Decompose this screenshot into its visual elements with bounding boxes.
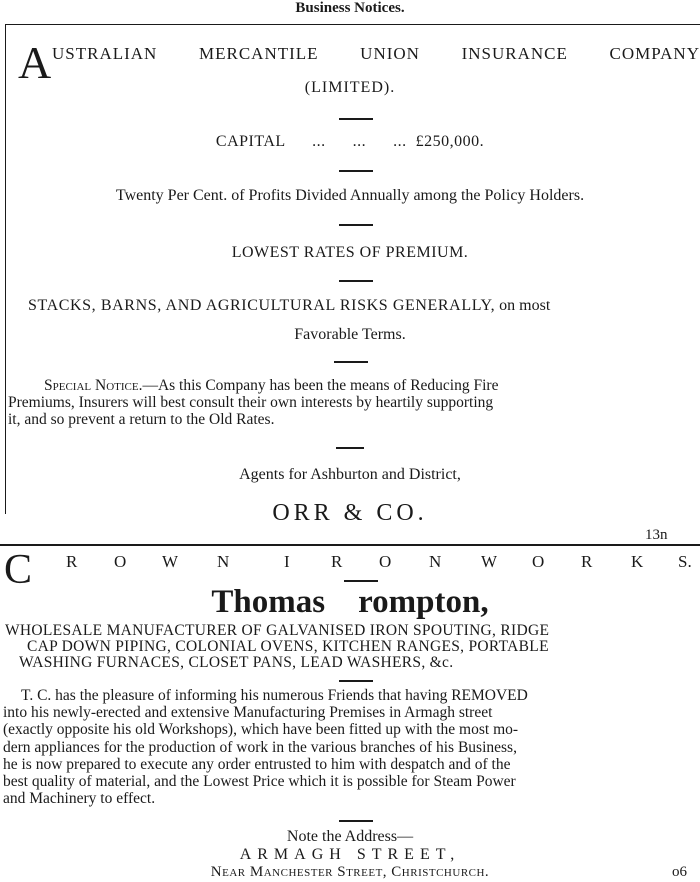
insurance-stacks	[28, 297, 700, 315]
trade-line: CAP DOWN PIPING, COLONIAL OVENS, KITCHEN RANGES, PORTABLE	[27, 638, 549, 655]
heading-letter: K	[631, 552, 644, 571]
trade-line: WASHING FURNACES, CLOSET PANS, LEAD WASHERS, &c.	[19, 654, 454, 671]
divider	[344, 580, 378, 582]
heading-letter: R	[581, 552, 593, 571]
insurance-capital: CAPITAL ... ... ... £250,000.	[215, 133, 485, 150]
insurance-agent-name: ORR & CO.	[272, 500, 428, 526]
notice-line: Premiums, Insurers will best consult their own interests by heartily supporting	[8, 394, 494, 411]
notice-line: —As this Company has been the means of Reducing Fire	[142, 377, 499, 394]
works-proprietor-name: Thomas rompton,	[211, 584, 489, 620]
divider	[339, 820, 373, 822]
company-word: COMPANY	[609, 44, 700, 63]
heading-letter: R	[331, 552, 343, 571]
body-line: into his newly-erected and extensive Manufacturing Premises in Armagh street	[3, 704, 493, 722]
divider	[339, 118, 373, 120]
divider	[339, 170, 373, 172]
heading-letter: S.	[678, 552, 692, 571]
divider	[339, 280, 373, 282]
works-trade-list	[5, 623, 695, 671]
works-body	[3, 687, 698, 807]
heading-letter: N	[429, 552, 442, 571]
notice-line: it, and so prevent a return to the Old Rates.	[8, 411, 275, 428]
heading-letter: O	[379, 552, 392, 571]
page-heading: Business Notices.	[295, 0, 405, 16]
heading-letter: W	[481, 552, 498, 571]
notice-label: Special Notice.	[44, 377, 143, 394]
insurance-rates: LOWEST RATES OF PREMIUM.	[231, 244, 469, 261]
body-line: T. C. has the pleasure of informing his numerous Friends that having REMOVED	[21, 687, 528, 704]
divider	[339, 224, 373, 226]
heading-letter: O	[532, 552, 545, 571]
works-location: Near Manchester Street, Christchurch.	[210, 864, 490, 880]
left-border	[5, 24, 6, 514]
section-divider	[0, 544, 700, 546]
works-note: Note the Address—	[286, 828, 414, 845]
stacks-caps: STACKS, BARNS, AND AGRICULTURAL RISKS GENERALLY,	[28, 297, 496, 314]
company-word: UNION	[360, 44, 420, 63]
works-street: ARMAGH STREET,	[239, 846, 461, 863]
heading-letter: W	[162, 552, 179, 571]
insurance-profits: Twenty Per Cent. of Profits Divided Annually among the Policy Holders.	[115, 187, 585, 204]
works-ref: o6	[672, 864, 687, 880]
body-line: best quality of material, and the Lowest Price which it is possible for Steam Power	[3, 773, 516, 791]
heading-letter: N	[217, 552, 230, 571]
heading-letter: O	[114, 552, 127, 571]
body-line: and Machinery to effect.	[3, 790, 156, 808]
works-dropcap: C	[4, 547, 33, 593]
heading-letter: R	[66, 552, 78, 571]
divider	[339, 680, 373, 682]
insurance-company-name	[52, 44, 700, 64]
divider	[336, 447, 364, 449]
company-word: MERCANTILE	[198, 44, 319, 63]
company-word: USTRALIAN	[52, 44, 158, 63]
trade-line: WHOLESALE MANUFACTURER OF GALVANISED IRON SPOUTING, RIDGE	[5, 622, 550, 639]
special-notice	[8, 377, 698, 428]
heading-letter: I	[284, 552, 290, 571]
body-line: (exactly opposite his old Workshops), which have been fitted up with the most mo-	[3, 721, 519, 739]
company-word: INSURANCE	[461, 44, 568, 63]
body-line: he is now prepared to execute any order entrusted to him with despatch and of the	[3, 755, 511, 773]
insurance-ref: 13n	[645, 527, 668, 543]
insurance-terms: Favorable Terms.	[294, 326, 406, 343]
body-line: dern appliances for the production of work in the various branches of his Business,	[3, 738, 517, 756]
divider	[334, 361, 368, 363]
stacks-tail: on most	[495, 297, 551, 314]
insurance-agents: Agents for Ashburton and District,	[239, 466, 461, 483]
insurance-dropcap: A	[18, 37, 52, 88]
insurance-limited: (LIMITED).	[304, 79, 396, 96]
top-border	[5, 24, 700, 25]
works-heading	[66, 552, 694, 574]
